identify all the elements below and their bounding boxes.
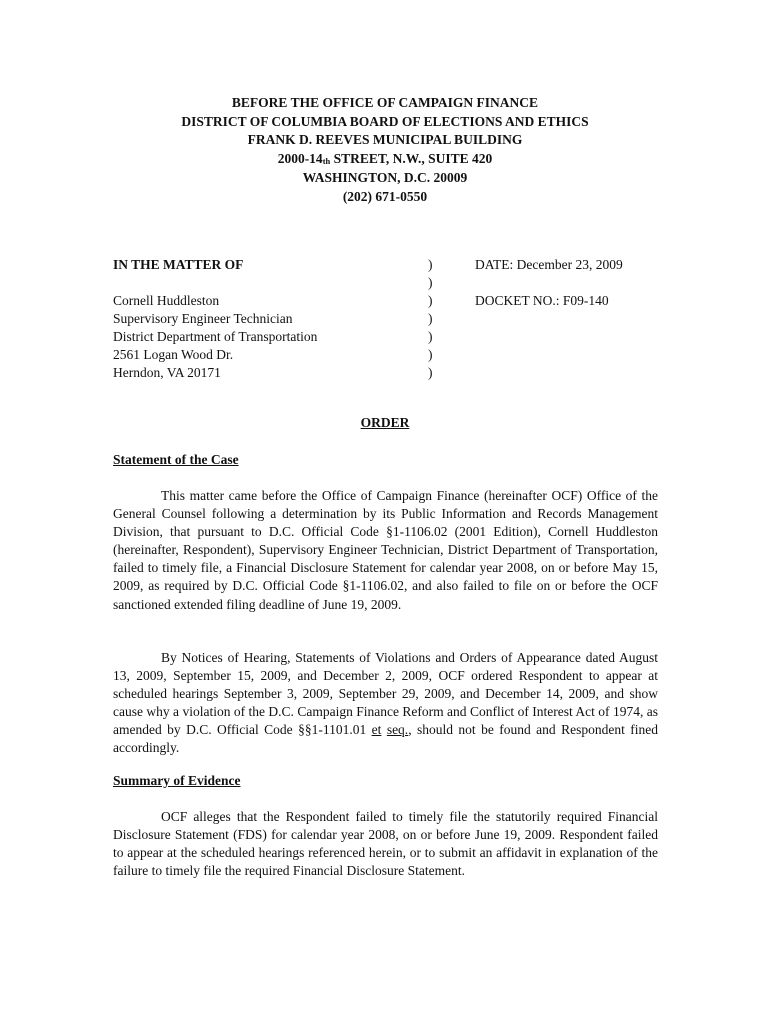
statement-of-case-heading: Statement of the Case [113,452,239,467]
docket-number: DOCKET NO.: F09-140 [475,293,609,308]
respondent-address [113,292,413,382]
order-date: DATE: December 23, 2009 [475,257,623,272]
statement-paragraph-2-end: , should not be found and Respondent fined accordingly. [113,722,658,756]
paren: ) [428,293,433,308]
statement-paragraph-1: This matter came before the Office of Campaign Finance (hereinafter OCF) Office of the General Counsel following a determination by its Public Information and Records Management Division, that pursuant to D.C. Official Code §1-1106.02 (2001 Edition), Cornell Huddleston (hereinafter, Respondent), Supervisory Engineer Technician, District Department of Transportation, failed to timely file, a Financial Disclosure Statement for calendar year 2008, on or before May 15, 2009, as required by D.C. Official Code §1-1106.02, and also failed to file on or before the OCF sanctioned extended filing deadline of June 19, 2009. [113,488,658,612]
street-rest: STREET, N.W., SUITE 420 [330,150,493,166]
respondent-title: Supervisory Engineer Technician [113,311,293,326]
document-header [0,94,770,206]
paren: ) [428,365,433,380]
header-line-board: DISTRICT OF COLUMBIA BOARD OF ELECTIONS AND ETHICS [181,113,589,129]
paren: ) [428,257,433,272]
paren: ) [428,311,433,326]
caption-party-block [113,256,413,382]
evidence-paragraph-1: OCF alleges that the Respondent failed to timely file the statutorily required Financial Disclosure Statement (FDS) for calendar year 2008, on or before June 19, 2009. Respondent failed to appear at the scheduled hearings referenced herein, or to submit an affidavit in explanation of the failure to timely file the required Financial Disclosure Statement. [113,809,658,879]
street-number: 2000-14 [277,150,323,166]
header-line-phone: (202) 671-0550 [342,188,428,204]
in-the-matter-label: IN THE MATTER OF [113,257,244,272]
header-line-building: FRANK D. REEVES MUNICIPAL BUILDING [247,132,523,147]
summary-of-evidence-heading: Summary of Evidence [113,773,241,788]
order-title: ORDER [360,415,410,430]
caption-case-info [475,256,695,310]
header-line-office: BEFORE THE OFFICE OF CAMPAIGN FINANCE [231,95,539,110]
respondent-agency: District Department of Transportation [113,329,318,344]
street-ordinal: th [322,155,331,166]
et-seq-et: et [371,722,382,738]
respondent-name: Cornell Huddleston [113,293,220,308]
statement-paragraph-2-text: By Notices of Hearing, Statements of Violations and Orders of Appearance dated August 13, 2009, September 15, 2009, and December 2, 2009, OCF ordered Respondent to appear at scheduled hearings September 3, 2009, September 29, 2009, and December 14, 2009, and show cause why a violation of the D.C. Campaign Finance Reform and Conflict of Interest Act of 1974, as amended by D.C. Official Code §§1-1101.01 [113,650,658,738]
paren: ) [428,347,433,362]
caption-paren-column [428,256,440,382]
header-line-city: WASHINGTON, D.C. 20009 [302,170,468,185]
paren: ) [428,329,433,344]
respondent-street: 2561 Logan Wood Dr. [113,347,234,362]
paren: ) [428,275,433,290]
respondent-city: Herndon, VA 20171 [113,365,221,380]
statement-paragraph-2 [113,649,658,758]
et-seq-seq: seq. [386,722,409,738]
header-line-street [0,150,770,170]
